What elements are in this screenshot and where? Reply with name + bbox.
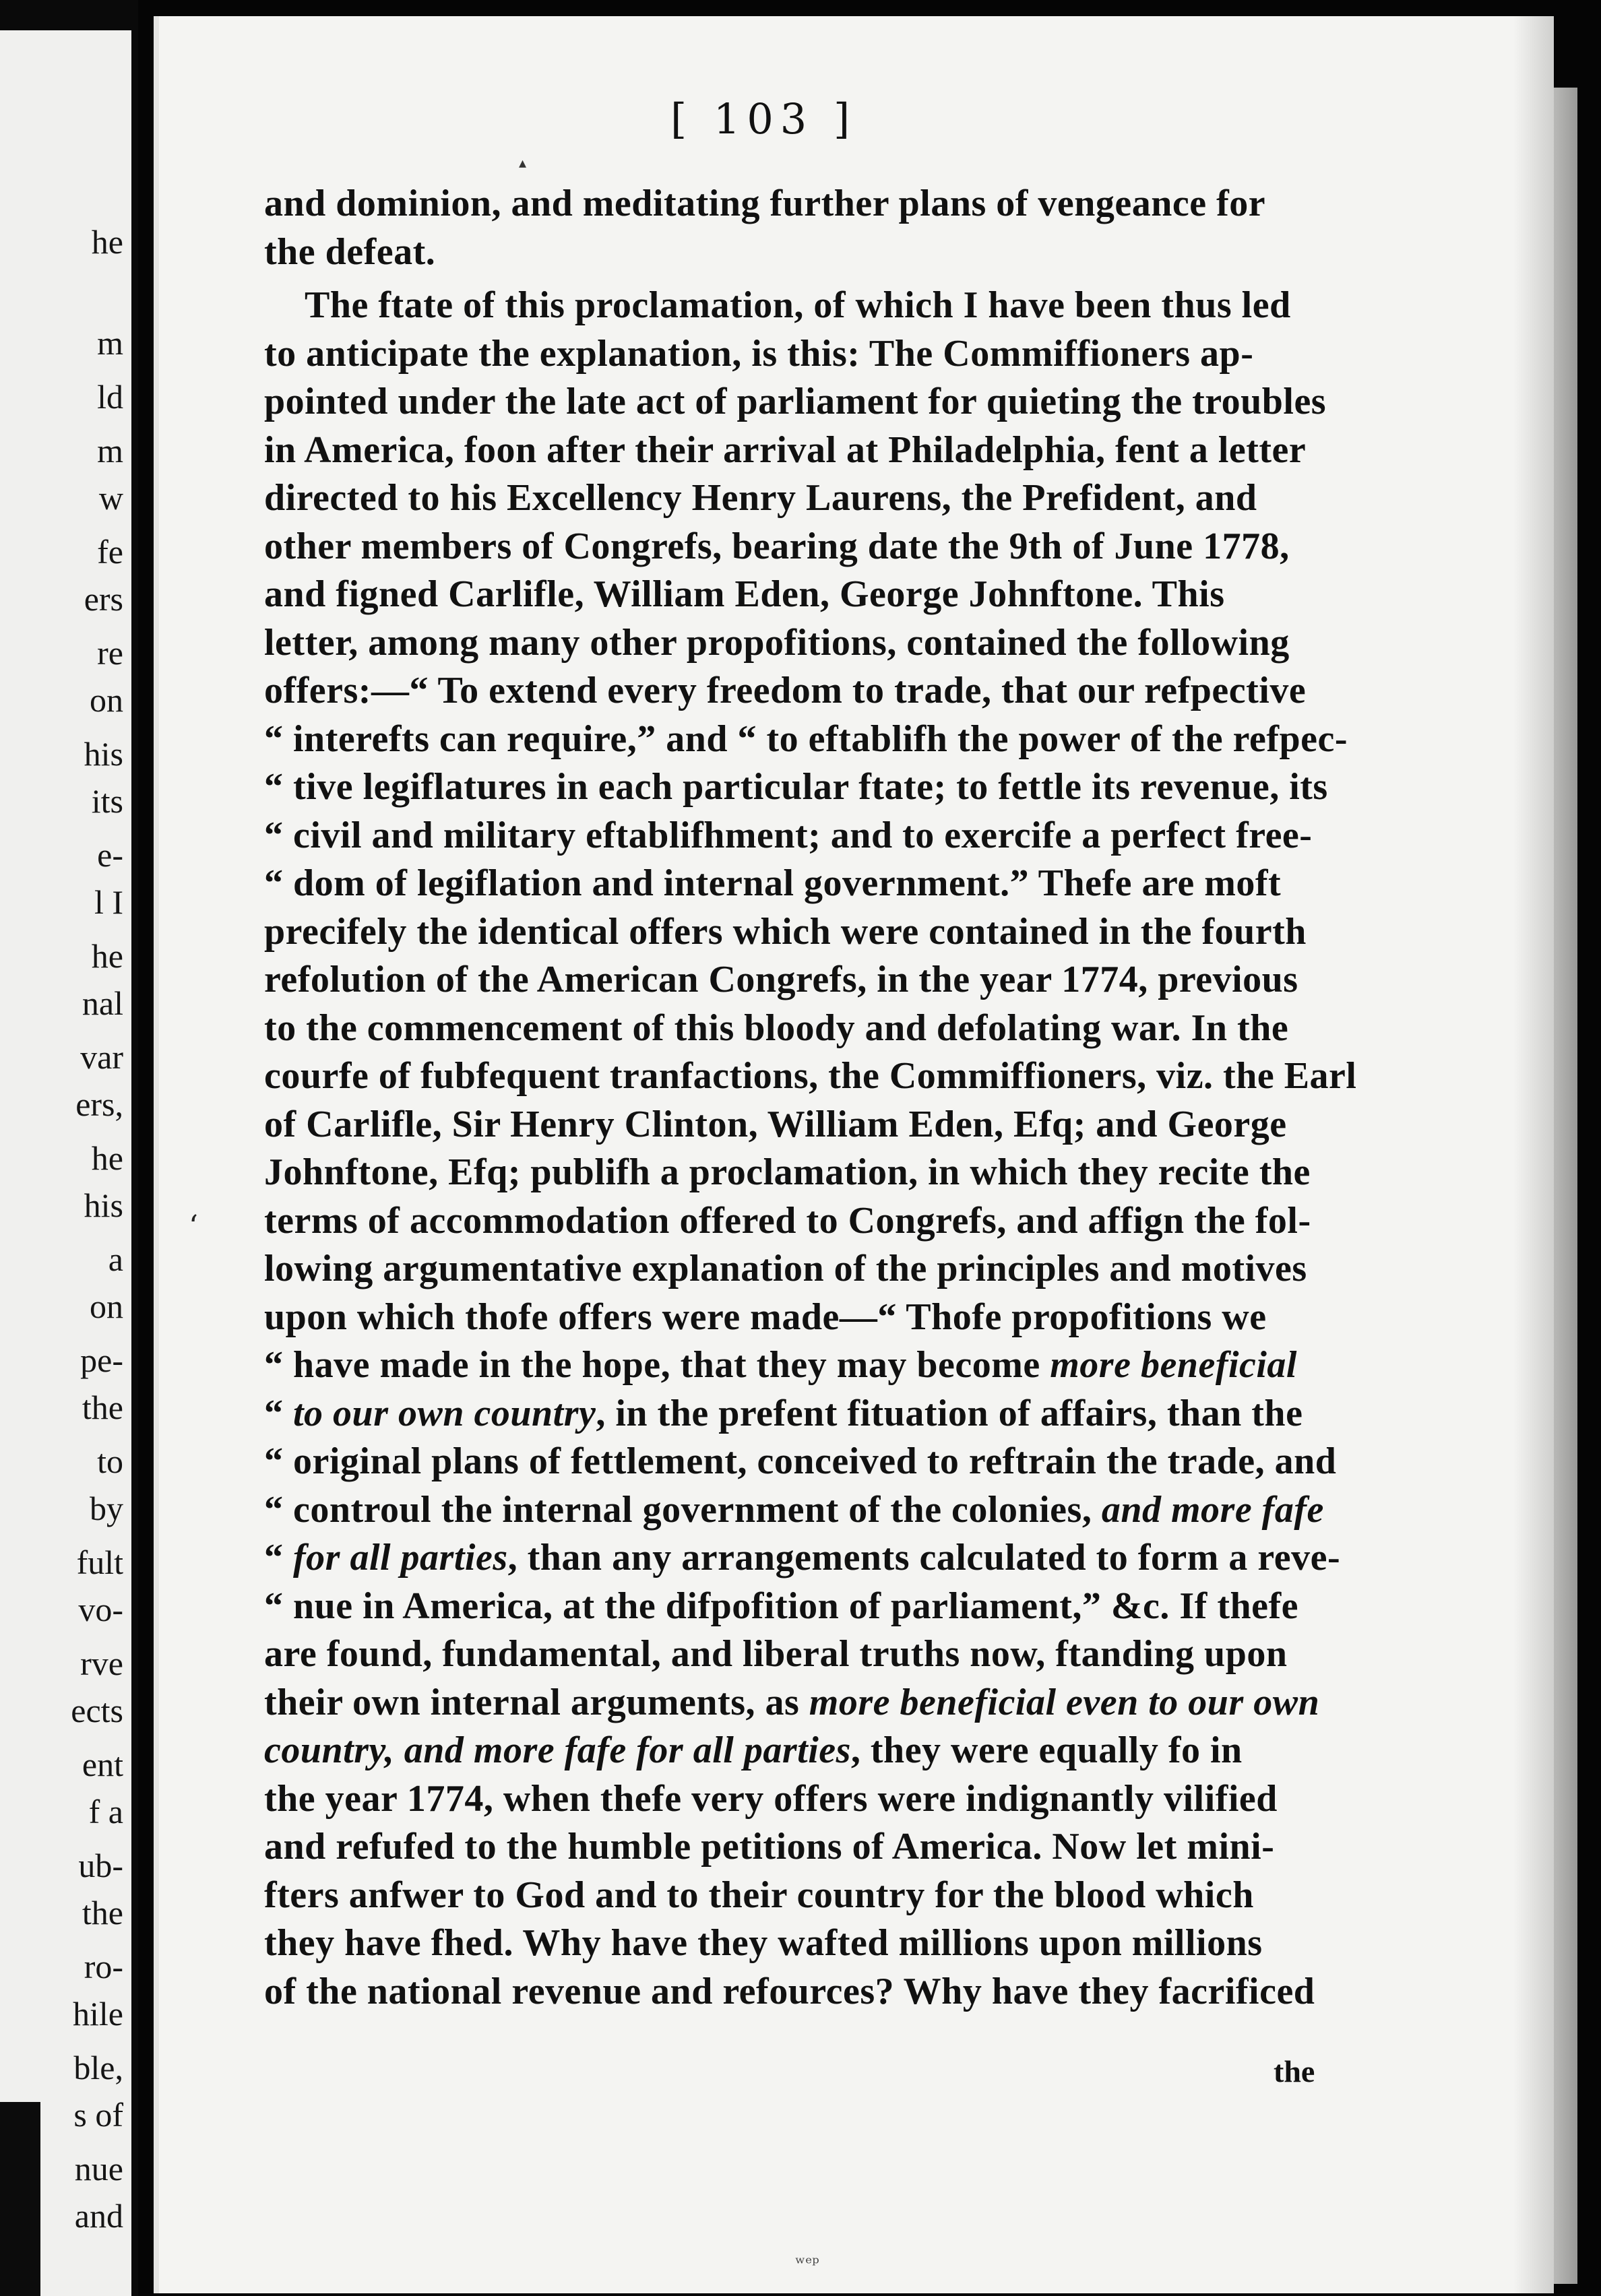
text-line-segment: “ controul the internal government of the colonies, <box>264 1488 1102 1531</box>
text-line: to anticipate the explanation, is this: The Commiffioners ap- <box>264 332 1254 375</box>
left-edge-fragment: his <box>84 735 123 773</box>
text-line: the year 1774, when thefe very offers were indignantly vilified <box>264 1777 1278 1820</box>
text-line <box>264 1488 1324 1531</box>
left-edge-fragment: the <box>82 1894 123 1932</box>
left-edge-fragment: his <box>84 1186 123 1224</box>
text-line: they have fhed. Why have they wafted millions upon millions <box>264 1922 1263 1964</box>
left-edge-fragment: pe- <box>80 1341 123 1379</box>
text-line: “ original plans of fettlement, conceived to reftrain the trade, and <box>264 1440 1337 1482</box>
text-line: lowing argumentative explanation of the principles and motives <box>264 1248 1307 1289</box>
left-edge-fragment: var <box>80 1038 123 1076</box>
left-edge-fragment: ble, <box>73 2049 123 2086</box>
left-edge-fragment: m <box>97 432 123 470</box>
text-line: fters anfwer to God and to their country for the blood which <box>264 1874 1254 1916</box>
text-line-segment: , they were equally fo in <box>850 1729 1243 1771</box>
text-line: Johnftone, Efq; publifh a proclamation, in which they recite the <box>264 1151 1311 1193</box>
left-page-dark-strip <box>0 2102 40 2296</box>
left-edge-fragment: nue <box>74 2150 123 2188</box>
text-line-segment: their own internal arguments, as <box>264 1681 809 1723</box>
left-edge-fragment: fult <box>76 1543 123 1581</box>
left-edge-fragment: on <box>90 1287 123 1325</box>
text-line: The ftate of this proclamation, of which I have been thus led <box>305 284 1291 326</box>
bottom-print-mark: ʷᵉᵖ <box>795 2254 819 2274</box>
left-edge-fragment: m <box>97 324 123 362</box>
text-line <box>264 1681 1319 1724</box>
text-line <box>264 1392 1302 1435</box>
left-edge-fragment: he <box>91 937 123 975</box>
italic-segment: more beneficial even to our own <box>809 1681 1320 1723</box>
left-edge-fragment: ers <box>84 580 123 618</box>
left-edge-fragment: w <box>98 479 123 517</box>
text-line <box>264 1536 1340 1579</box>
text-line-segment: “ have made in the hope, that they may become <box>264 1344 1050 1386</box>
left-edge-fragment: vo- <box>78 1591 123 1628</box>
text-line: courfe of fubfequent tranfactions, the Commiffioners, viz. the Earl <box>264 1055 1357 1097</box>
left-edge-fragment: he <box>91 1139 123 1177</box>
text-line: “ civil and military eftablifhment; and to exercife a perfect free- <box>264 814 1313 856</box>
text-line: of the national revenue and refources? Why have they facrificed <box>264 1970 1315 2012</box>
text-line: “ interefts can require,” and “ to eftablifh the power of the refpec- <box>264 718 1348 760</box>
left-edge-fragment: s of <box>73 2096 123 2134</box>
text-line: in America, foon after their arrival at Philadelphia, fent a letter <box>264 428 1307 471</box>
text-line-segment: , than any arrangements calculated to form a reve- <box>507 1537 1341 1578</box>
italic-segment: and more fafe <box>1101 1488 1324 1531</box>
text-line: and refufed to the humble petitions of America. Now let mini- <box>264 1826 1275 1868</box>
left-page-shadow <box>0 0 131 30</box>
page-header: [ 103 ] <box>670 94 857 144</box>
left-edge-fragment: he <box>91 223 123 261</box>
left-edge-fragment: its <box>91 782 123 820</box>
text-line: and figned Carlifle, William Eden, George Johnftone. This <box>264 573 1225 615</box>
text-line: letter, among many other propofitions, contained the following <box>264 621 1290 664</box>
text-line <box>264 1729 1243 1772</box>
left-edge-fragment: l I <box>94 883 123 921</box>
text-line-segment: “ <box>264 1392 293 1434</box>
margin-mark: ʻ <box>189 1209 198 1244</box>
left-edge-fragment: and <box>74 2197 123 2235</box>
italic-segment: for all parties <box>293 1537 508 1578</box>
left-edge-fragment: f a <box>88 1793 123 1830</box>
text-line: refolution of the American Congrefs, in the year 1774, previous <box>264 959 1298 1000</box>
text-line: to the commencement of this bloody and defolating war. In the <box>264 1007 1289 1049</box>
left-edge-fragment: to <box>97 1442 123 1480</box>
text-line: other members of Congrefs, bearing date the 9th of June 1778, <box>264 525 1290 567</box>
left-edge-fragment: nal <box>82 984 123 1022</box>
text-line: offers:—“ To extend every freedom to trade, that our refpective <box>264 670 1307 711</box>
text-line: and dominion, and meditating further plans of vengeance for <box>264 183 1266 224</box>
text-line: directed to his Excellency Henry Laurens, the Prefident, and <box>264 477 1257 519</box>
text-line: “ dom of legiflation and internal government.” Thefe are moft <box>264 862 1282 904</box>
print-mark: ▴ <box>519 155 527 172</box>
text-line-segment: “ <box>264 1537 293 1578</box>
text-line: upon which thofe offers were made—“ Thofe propofitions we <box>264 1296 1267 1338</box>
left-edge-fragment: e- <box>97 836 123 874</box>
catchword: the <box>1274 2054 1315 2088</box>
left-edge-fragment: ects <box>71 1692 123 1729</box>
left-edge-fragment: ers, <box>75 1085 123 1123</box>
left-page-fragment <box>0 0 138 2296</box>
left-edge-fragment: ub- <box>78 1847 123 1884</box>
text-line: “ tive legiflatures in each particular ftate; to fettle its revenue, its <box>264 766 1328 808</box>
text-line: terms of accommodation offered to Congrefs, and affign the fol- <box>264 1199 1311 1242</box>
text-line: “ nue in America, at the difpofition of parliament,” &c. If thefe <box>264 1585 1298 1627</box>
left-edge-fragment: on <box>90 681 123 719</box>
left-edge-fragment: a <box>108 1240 123 1278</box>
text-line: pointed under the late act of parliament for quieting the troubles <box>264 381 1327 422</box>
left-edge-fragment: ent <box>82 1746 123 1783</box>
text-line: of Carlifle, Sir Henry Clinton, William Eden, Efq; and George <box>264 1103 1287 1145</box>
page-shading <box>1513 16 1554 2293</box>
italic-segment: more beneficial <box>1050 1344 1297 1386</box>
text-line: precifely the identical offers which were contained in the fourth <box>264 910 1307 953</box>
left-edge-fragment: rve <box>80 1645 123 1682</box>
left-edge-fragment: by <box>90 1490 123 1527</box>
italic-segment: to our own country <box>293 1392 596 1434</box>
left-edge-fragment: hile <box>73 1995 123 2033</box>
left-edge-fragment: ld <box>97 378 123 416</box>
left-edge-fragment: ro- <box>84 1948 123 1985</box>
text-line: the defeat. <box>264 230 436 273</box>
text-line <box>264 1343 1297 1386</box>
text-line: are found, fundamental, and liberal truths now, ftanding upon <box>264 1633 1288 1675</box>
left-edge-fragment: fe <box>97 533 123 571</box>
left-edge-fragment: re <box>97 634 123 672</box>
text-line-segment: , in the prefent fituation of affairs, than the <box>596 1392 1303 1434</box>
italic-segment: country, and more fafe for all parties <box>264 1729 851 1771</box>
left-edge-fragment: the <box>82 1389 123 1426</box>
